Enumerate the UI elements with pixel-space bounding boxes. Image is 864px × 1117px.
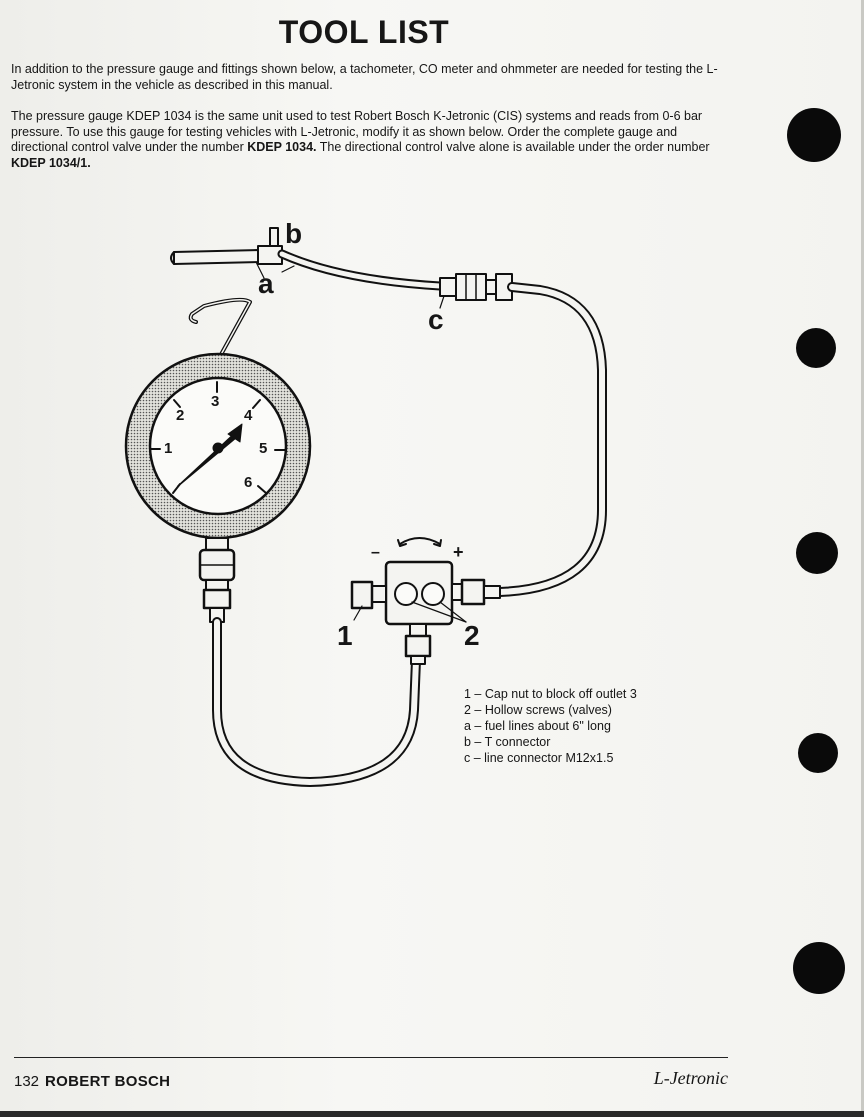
page-number: 132 [14,1073,40,1090]
order-number: KDEP 1034/1. [11,155,91,170]
gauge-scale-1: 1 [164,440,173,457]
fuel-line [282,254,440,286]
diagram-legend [464,686,637,766]
scan-border [0,1111,864,1117]
legend-item: b – T connector [464,735,551,749]
page-title: TOOL LIST [278,14,450,50]
legend-item: 2 – Hollow screws (valves) [464,703,612,717]
return-hose [500,287,602,592]
fuel-line-a [171,250,258,264]
valve-minus-label: – [371,544,380,561]
valve-plus-label: + [453,542,464,562]
binder-hole [793,942,845,994]
description-paragraph [11,109,731,171]
callout-c: c [428,304,444,335]
brand-name: ROBERT BOSCH [45,1073,171,1090]
line-connector [440,274,512,300]
gauge-scale-6: 6 [244,474,253,491]
callout-b: b [285,218,303,249]
legend-item: a – fuel lines about 6" long [464,719,611,733]
t-connector [258,228,282,264]
gauge-scale-4: 4 [244,407,253,424]
callout-1: 1 [337,620,353,651]
callout-a: a [258,268,274,299]
gauge-scale-3: 3 [211,393,220,410]
leader-line [282,266,294,272]
binder-hole [796,532,838,574]
footer-rule [14,1057,728,1058]
description-text: The directional control valve alone is available under the order number [316,140,710,154]
system-name: L-Jetronic [653,1068,728,1088]
legend-item: c – line connector M12x1.5 [464,751,614,765]
binder-hole [796,328,836,368]
gauge-fitting [200,538,234,622]
gauge-scale-5: 5 [259,440,268,457]
legend-item: 1 – Cap nut to block off outlet 3 [464,687,637,701]
callout-2: 2 [464,620,480,651]
pressure-gauge [126,354,310,538]
order-number: KDEP 1034. [247,140,317,154]
footer-left [14,1073,170,1090]
binder-hole [787,108,841,162]
description-text: The pressure gauge KDEP 1034 is the same unit used to test Robert Bosch K-Jetronic (CIS) systems and reads from 0-6 bar pressure. To use this gauge for testing vehicles with L-Jetronic, modify it as shown below. Order the complete gauge and directional control valve under the number [11,109,703,154]
gauge-hose [217,622,416,782]
binder-hole [798,733,838,773]
intro-paragraph: In addition to the pressure gauge and fittings shown below, a tachometer, CO meter and ohmmeter are needed for testing the L-Jetronic system in the vehicle as described in this manual. [11,62,718,92]
gauge-scale-2: 2 [176,407,185,424]
